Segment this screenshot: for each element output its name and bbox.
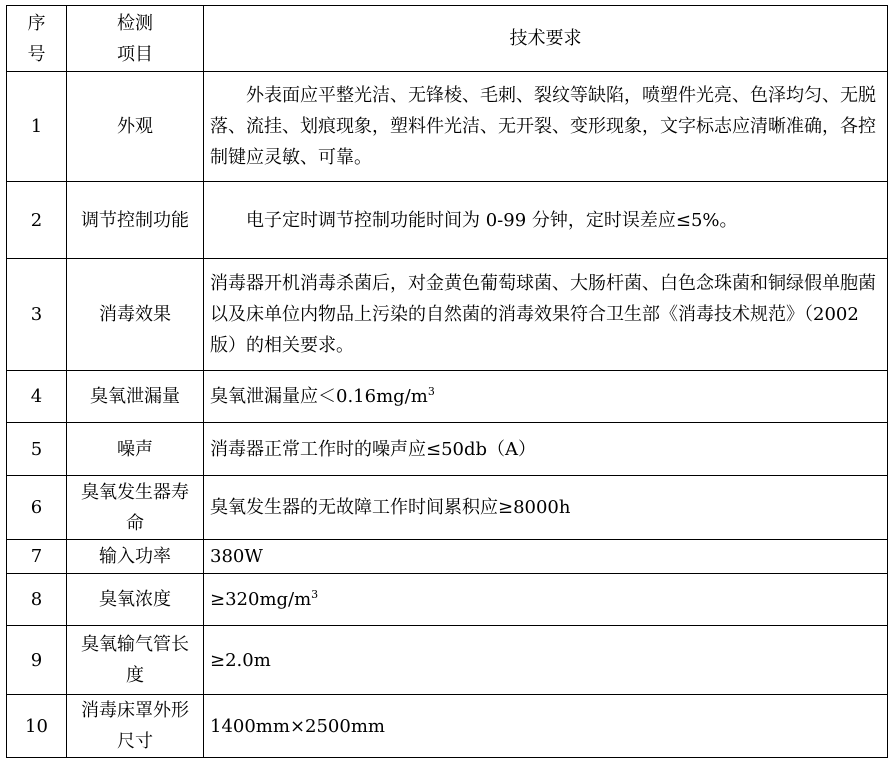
row-requirement: 外表面应平整光洁、无锋棱、毛刺、裂纹等缺陷，喷塑件光亮、色泽均匀、无脱落、流挂、划痕现象，塑料件光洁、无开裂、变形现象，文字标志应清晰准确，各控制键应灵敏、可靠。 (204, 72, 888, 182)
row-item: 臭氧泄漏量 (67, 371, 204, 423)
row-requirement: 380W (204, 540, 888, 574)
row-item: 消毒效果 (67, 259, 204, 371)
header-number: 序 号 (7, 6, 67, 72)
row-number: 5 (7, 423, 67, 476)
row-item: 臭氧浓度 (67, 574, 204, 626)
row-requirement: 消毒器开机消毒杀菌后，对金黄色葡萄球菌、大肠杆菌、白色念珠菌和铜绿假单胞菌以及床单位内物品上污染的自然菌的消毒效果符合卫生部《消毒技术规范》（2002 版）的相关要求。 (204, 259, 888, 371)
row-requirement: 消毒器正常工作时的噪声应≤50db（A） (204, 423, 888, 476)
spec-table (6, 5, 888, 758)
row-requirement: 电子定时调节控制功能时间为 0-99 分钟，定时误差应≤5%。 (204, 182, 888, 259)
table-row (7, 695, 888, 758)
table-row (7, 626, 888, 695)
row-item: 噪声 (67, 423, 204, 476)
table-row (7, 371, 888, 423)
unit-superscript: 3 (427, 385, 435, 398)
row-number: 7 (7, 540, 67, 574)
row-item: 臭氧输气管长度 (67, 626, 204, 695)
header-row (7, 6, 888, 72)
row-requirement: 臭氧发生器的无故障工作时间累积应≥8000h (204, 476, 888, 540)
row-number: 2 (7, 182, 67, 259)
table-row (7, 540, 888, 574)
row-number: 4 (7, 371, 67, 423)
table-row (7, 182, 888, 259)
table-row (7, 259, 888, 371)
row-number: 8 (7, 574, 67, 626)
row-number: 3 (7, 259, 67, 371)
row-requirement: 1400mm×2500mm (204, 695, 888, 758)
row-number: 10 (7, 695, 67, 758)
row-requirement: $\ge 320mg/m^3$ (204, 574, 888, 626)
row-item: 消毒床罩外形尺寸 (67, 695, 204, 758)
row-item: 调节控制功能 (67, 182, 204, 259)
header-requirement: 技术要求 (204, 6, 888, 72)
table-row (7, 72, 888, 182)
table-row (7, 423, 888, 476)
row-number: 1 (7, 72, 67, 182)
unit-superscript: 3 (311, 588, 319, 601)
row-number: 9 (7, 626, 67, 695)
row-item: 臭氧发生器寿命 (67, 476, 204, 540)
row-requirement: 臭氧泄漏量应$<0.16mg/m^3$ (204, 371, 888, 423)
row-item: 输入功率 (67, 540, 204, 574)
table-row (7, 574, 888, 626)
header-item: 检测 项目 (67, 6, 204, 72)
row-number: 6 (7, 476, 67, 540)
table-row (7, 476, 888, 540)
row-requirement: ≥2.0m (204, 626, 888, 695)
row-item: 外观 (67, 72, 204, 182)
